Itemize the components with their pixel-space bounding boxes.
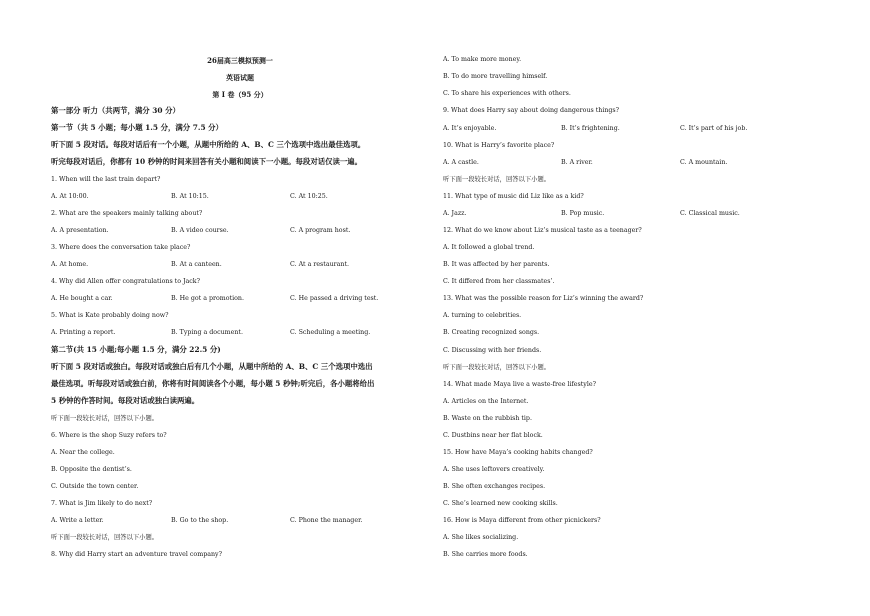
option-c: C. Scheduling a meeting. [290, 329, 371, 336]
option-a: A. He bought a car. [51, 295, 113, 302]
option-a: A. It’s enjoyable. [443, 125, 497, 132]
question-stem: 14. What made Maya live a waste-free lifestyle? [443, 381, 596, 388]
question-stem: 8. Why did Harry start an adventure travel company? [51, 551, 222, 558]
section1-instruction-1: 听下面 5 段对话。每段对话后有一个小题，从题中所给的 A、B、C 三个选项中选出最佳选项。 [51, 140, 366, 149]
question-stem: 4. Why did Allen offer congratulations to Jack? [51, 278, 201, 285]
option-a: A. turning to celebrities. [443, 312, 522, 319]
option-b: B. He got a promotion. [171, 295, 244, 302]
question-stem: 6. Where is the shop Suzy refers to? [51, 432, 167, 439]
option-a: A. Articles on the Internet. [443, 398, 529, 405]
exam-title: 26届高三模拟预测一 [207, 56, 273, 65]
section1-heading: 第一节（共 5 小题；每小题 1.5 分，满分 7.5 分） [51, 123, 223, 132]
option-c: C. She’s learned new cooking skills. [443, 500, 558, 507]
question-stem: 2. What are the speakers mainly talking about? [51, 210, 203, 217]
question-stem: 16. How is Maya different from other picnickers? [443, 517, 601, 524]
option-b: B. She often exchanges recipes. [443, 483, 546, 490]
question-stem: 15. How have Maya’s cooking habits changed? [443, 449, 593, 456]
listening-prompt: 听下面一段较长对话，回答以下小题。 [51, 415, 159, 422]
listening-prompt: 听下面一段较长对话，回答以下小题。 [443, 176, 551, 183]
option-b: B. A river. [561, 159, 593, 166]
option-a: A. It followed a global trend. [443, 244, 535, 251]
option-c: C. Outside the town center. [51, 483, 139, 490]
option-c: C. At a restaurant. [290, 261, 349, 268]
option-c: C. Dustbins near her flat block. [443, 432, 543, 439]
option-b: B. Opposite the dentist’s. [51, 466, 132, 473]
section2-heading: 第二节(共 15 小题;每小题 1.5 分，满分 22.5 分) [51, 345, 221, 354]
listening-prompt: 听下面一段较长对话，回答以下小题。 [443, 364, 551, 371]
option-c: C. It’s part of his job. [680, 125, 748, 132]
option-c: C. A mountain. [680, 159, 728, 166]
option-c: C. It differed from her classmates’. [443, 278, 555, 285]
option-b: B. It was affected by her parents. [443, 261, 550, 268]
question-stem: 9. What does Harry say about doing dangerous things? [443, 107, 620, 114]
option-b: B. She carries more foods. [443, 551, 528, 558]
option-a: A. Near the college. [51, 449, 115, 456]
option-a: A. To make more money. [443, 56, 522, 63]
option-c: C. Phone the manager. [290, 517, 363, 524]
option-b: B. Typing a document. [171, 329, 243, 336]
section2-instruction-3: 5 秒钟的作答时间。每段对话或独白读两遍。 [51, 396, 200, 405]
option-c: C. Classical music. [680, 210, 740, 217]
listening-prompt: 听下面一段较长对话，回答以下小题。 [51, 534, 159, 541]
option-a: A. Jazz. [443, 210, 467, 217]
option-c: C. He passed a driving test. [290, 295, 379, 302]
option-b: B. To do more travelling himself. [443, 73, 548, 80]
question-stem: 7. What is Jim likely to do next? [51, 500, 153, 507]
option-a: A. A presentation. [51, 227, 109, 234]
option-b: B. Pop music. [561, 210, 605, 217]
option-c: C. A program host. [290, 227, 351, 234]
option-c: C. Discussing with her friends. [443, 347, 542, 354]
option-a: A. She uses leftovers creatively. [443, 466, 545, 473]
exam-volume: 第 I 卷（95 分） [212, 90, 268, 99]
option-b: B. At a canteen. [171, 261, 222, 268]
option-b: B. It’s frightening. [561, 125, 620, 132]
exam-subject: 英语试题 [226, 73, 254, 82]
question-stem: 10. What is Harry’s favorite place? [443, 142, 555, 149]
option-c: C. To share his experiences with others. [443, 90, 571, 97]
question-stem: 3. Where does the conversation take place? [51, 244, 191, 251]
option-a: A. At 10:00. [51, 193, 89, 200]
part1-heading: 第一部分 听力（共两节，满分 30 分） [51, 106, 180, 115]
option-b: B. Waste on the rubbish tip. [443, 415, 532, 422]
question-stem: 13. What was the possible reason for Liz’s winning the award? [443, 295, 644, 302]
option-a: A. Write a letter. [51, 517, 104, 524]
option-b: B. A video course. [171, 227, 229, 234]
option-b: B. Creating recognized songs. [443, 329, 540, 336]
option-b: B. At 10:15. [171, 193, 209, 200]
option-a: A. A castle. [443, 159, 479, 166]
option-b: B. Go to the shop. [171, 517, 229, 524]
option-a: A. At home. [51, 261, 89, 268]
question-stem: 11. What type of music did Liz like as a kid? [443, 193, 584, 200]
section2-instruction-1: 听下面 5 段对话或独白。每段对话或独白后有几个小题，从题中所给的 A、B、C 三个选项中选出 [51, 362, 373, 371]
option-c: C. At 10:25. [290, 193, 328, 200]
option-a: A. She likes socializing. [443, 534, 519, 541]
section2-instruction-2: 最佳选项。听每段对话或独白前，你将有时间阅读各个小题，每小题 5 秒钟;听完后，各小题将给出 [51, 379, 375, 388]
option-a: A. Printing a report. [51, 329, 116, 336]
section1-instruction-2: 听完每段对话后，你都有 10 秒钟的时间来回答有关小题和阅读下一小题。每段对话仅读一遍。 [51, 157, 363, 166]
question-stem: 5. What is Kate probably doing now? [51, 312, 169, 319]
question-stem: 1. When will the last train depart? [51, 176, 161, 183]
question-stem: 12. What do we know about Liz’s musical taste as a teenager? [443, 227, 642, 234]
